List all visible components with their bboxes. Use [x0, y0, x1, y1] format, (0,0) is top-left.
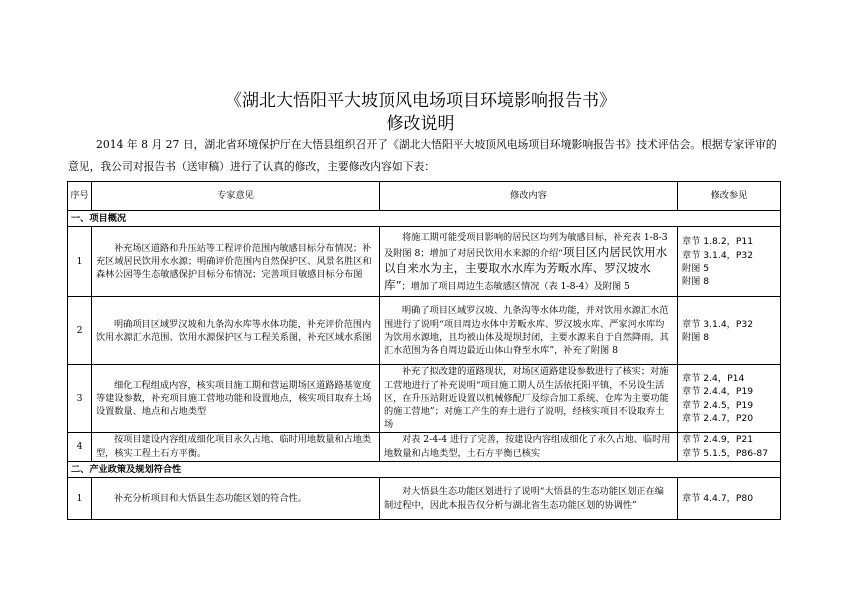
ref-item: 章节 2.4.5，P19 [682, 399, 754, 411]
ref-item: 章节 2.4.4，P19 [682, 386, 754, 398]
section-row [68, 211, 781, 227]
ref-item: 附图 5 [682, 262, 710, 274]
ref-item: 附图 8 [682, 276, 710, 288]
row-content: 明确了项目区域罗汉坡、九条沟等水体功能，并对饮用水源汇水范围进行了说明“项目周边水体中芳畈水库、罗汉坡水库、严家河水库均为饮用水源地，且均被山体及堤坝封闭，主要水源来自于自然降雨，其汇水范围为各自周边最近山体山脊至水库”，补充了附图 8 [380, 297, 678, 365]
row-no: 2 [68, 297, 92, 365]
row-opinion: 补充分析项目和大悟县生态功能区划的符合性。 [92, 478, 380, 520]
intro-paragraph: 2014 年 8 月 27 日，湖北省环境保护厅在大悟县组织召开了《湖北大悟阳平大坡顶风电场项目环境影响报告书》技术评估会。根据专家评审的意见，我公司对报告书（送审稿）进行了认真的修改，主要修改内容如下表： [68, 138, 777, 173]
row-content: 对大悟县生态功能区划进行了说明“大悟县的生态功能区划正在编制过程中，因此本报告仅分析与湖北省生态功能区划的协调性” [380, 478, 678, 520]
row-opinion: 细化工程组成内容，核实项目施工期和营运期场区道路路基宽度等建设参数，补充项目施工营地功能和设置地点，核实项目取弃土场设置数量、地点和占地类型 [92, 365, 380, 432]
table-row [68, 432, 781, 461]
content-highlight: 项目区内居民饮用水以自来水为主，主要取水水库为芳畈水库、罗汉坡水库” [384, 245, 668, 292]
ref-item: 章节 4.4.7，P80 [682, 492, 754, 504]
header-ref: 修改参见 [678, 182, 781, 211]
section-row [68, 461, 781, 477]
row-no: 1 [68, 478, 92, 520]
row-content: 对表 2-4-4 进行了完善，按建设内容组成细化了永久占地、临时用地数量和占地类型，土石方平衡已核实 [380, 432, 678, 461]
ref-item: 章节 3.1.4，P32 [682, 318, 754, 330]
table-row [68, 478, 781, 520]
row-ref [678, 227, 781, 297]
ref-item: 章节 2.4.7，P20 [682, 412, 754, 424]
ref-item: 章节 2.4.9，P21 [682, 434, 754, 446]
row-ref [678, 432, 781, 461]
document-subtitle: 修改说明 [386, 114, 455, 134]
content-part: 将施工期可能受项目影响的居民区均列为敏感目标，补充表 1-8-3 及附图 8；增加了对居民饮用水来源的介绍“ [384, 231, 668, 259]
row-opinion: 按项目建设内容组成细化项目永久占地、临时用地数量和占地类型，核实工程土石方平衡。 [92, 432, 380, 461]
table-row [68, 227, 781, 297]
content-part: ；增加了项目周边生态敏感区情况（表 1-8-4）及附图 5 [401, 280, 630, 292]
ref-item: 章节 5.1.5，P86-87 [682, 447, 769, 459]
table-header-row [68, 182, 781, 211]
row-no: 3 [68, 365, 92, 432]
header-no: 序号 [68, 182, 92, 211]
table-row [68, 365, 781, 432]
table-row [68, 297, 781, 365]
section-title-1: 一、项目概况 [68, 211, 781, 227]
row-no: 1 [68, 227, 92, 297]
ref-item: 章节 1.8.2，P11 [682, 236, 754, 248]
header-opinion: 专家意见 [92, 182, 380, 211]
revision-table [67, 181, 781, 520]
row-content [380, 227, 678, 297]
row-opinion: 明确项目区域罗汉坡和九条沟水库等水体功能，补充评价范围内饮用水源汇水范围、饮用水源保护区与工程关系图，补充区域水系图 [92, 297, 380, 365]
ref-item: 章节 2.4，P14 [682, 372, 745, 384]
document-title: 《湖北大悟阳平大坡顶风电场项目环境影响报告书》 [225, 91, 616, 111]
row-ref [678, 297, 781, 365]
ref-item: 附图 8 [682, 331, 710, 343]
row-opinion: 补充场区道路和升压站等工程评价范围内敏感目标分布情况；补充区域居民饮用水水源；明确评价范围内自然保护区、风景名胜区和森林公园等生态敏感保护目标分布情况；完善项目敏感目标分布图 [92, 227, 380, 297]
header-content: 修改内容 [380, 182, 678, 211]
section-title-2: 二、产业政策及规划符合性 [68, 461, 781, 477]
row-no: 4 [68, 432, 92, 461]
row-ref [678, 365, 781, 432]
row-ref [678, 478, 781, 520]
row-content: 补充了拟改建的道路现状，对场区道路建设参数进行了核实；对施工营地进行了补充说明“项目施工期人员生活依托阳平镇，不另设生活区，在升压站附近设置以机械修配厂及综合加工系统、仓库为主要功能的施工营地”；对施工产生的弃土进行了说明，经核实项目不设取弃土场 [380, 365, 678, 432]
ref-item: 章节 3.1.4，P32 [682, 249, 754, 261]
